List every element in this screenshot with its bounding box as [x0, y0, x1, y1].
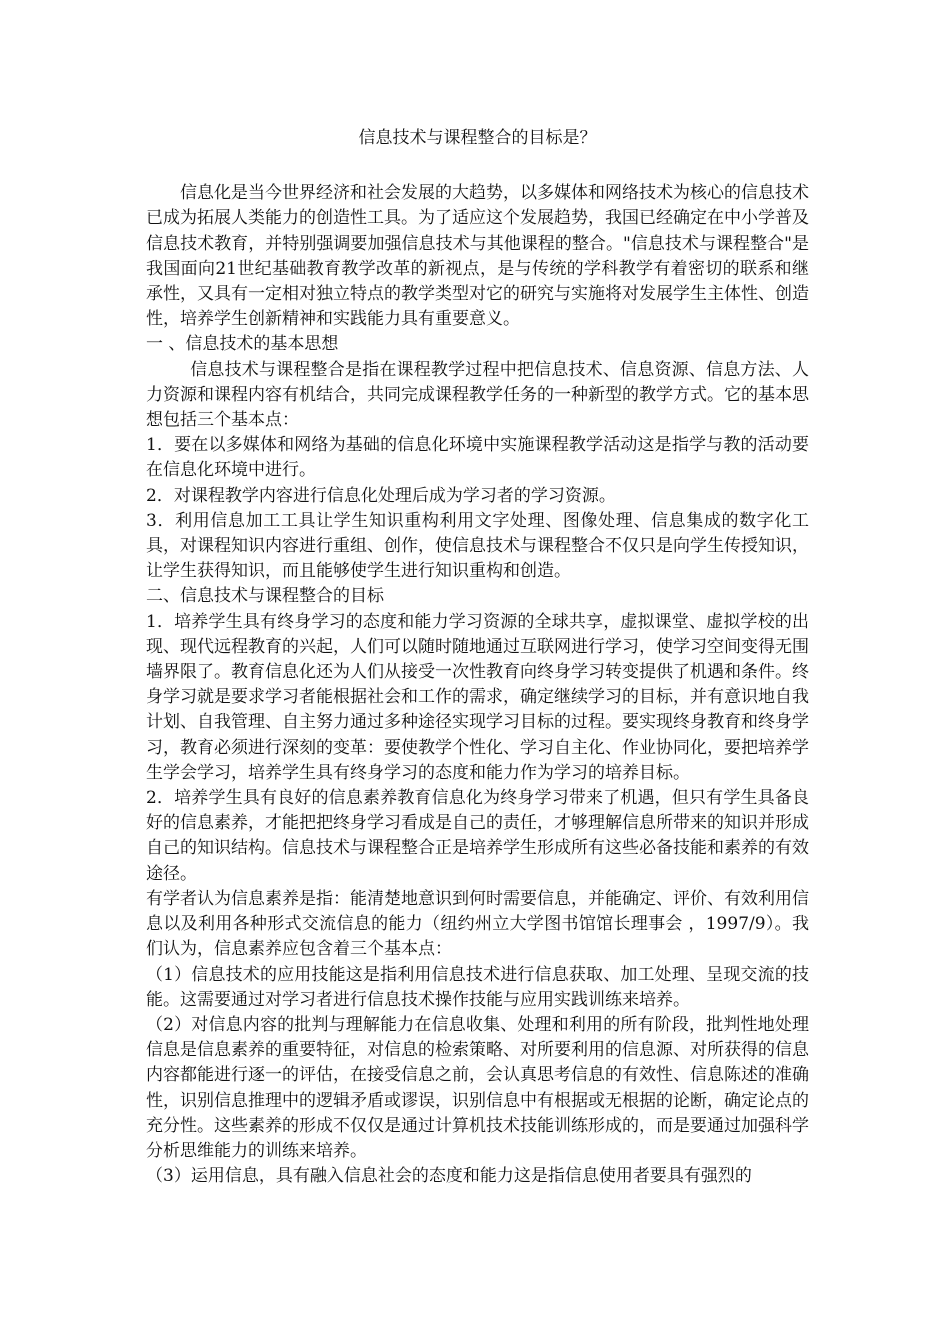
list-item: （3）运用信息，具有融入信息社会的态度和能力这是指信息使用者要具有强烈的: [146, 1166, 752, 1187]
list-item: 1．要在以多媒体和网络为基础的信息化环境中实施课程教学活动这是指学与教的活动要在信息化环境中进行。: [146, 435, 809, 481]
list-item: 3．利用信息加工工具让学生知识重构利用文字处理、图像处理、信息集成的数字化工具，对课程知识内容进行重组、创作，使信息技术与课程整合不仅只是向学生传授知识，让学生获得知识，而且能够使学生进行知识重构和创造。: [146, 510, 809, 582]
intro-paragraph: 信息化是当今世界经济和社会发展的大趋势，以多媒体和网络技术为核心的信息技术已成为拓展人类能力的创造性工具。为了适应这个发展趋势，我国已经确定在中小学普及信息技术教育，并特别强调要加强信息技术与其他课程的整合。"信息技术与课程整合"是我国面向21世纪基础教育教学改革的新视点，是与传统的学科教学有着密切的联系和继承性，又具有一定相对独立特点的教学类型对它的研究与实施将对发展学生主体性、创造性，培养学生创新精神和实践能力具有重要意义。: [146, 183, 809, 330]
list-item: （1）信息技术的应用技能这是指利用信息技术进行信息获取、加工处理、呈现交流的技能。这需要通过对学习者进行信息技术操作技能与应用实践训练来培养。: [146, 964, 809, 1010]
list-item: 2．培养学生具有良好的信息素养教育信息化为终身学习带来了机遇，但只有学生具备良好的信息素养，才能把把终身学习看成是自己的责任，才够理解信息所带来的知识并形成自己的知识结构。信息技术与课程整合正是培养学生形成所有这些必备技能和素养的有效途径。: [146, 788, 809, 884]
document-body: [146, 126, 809, 1189]
section-heading-1: 一 、信息技术的基本思想: [146, 334, 339, 355]
paragraph: 信息技术与课程整合是指在课程教学过程中把信息技术、信息资源、信息方法、人力资源和课程内容有机结合，共同完成课程教学任务的一种新型的教学方式。它的基本思想包括三个基本点：: [146, 359, 809, 431]
list-item: （2）对信息内容的批判与理解能力在信息收集、处理和利用的所有阶段，批判性地处理信息是信息素养的重要特征，对信息的检索策略、对所要利用的信息源、对所获得的信息内容都能进行逐一的评估，在接受信息之前，会认真思考信息的有效性、信息陈述的准确性，识别信息推理中的逻辑矛盾或谬误，识别信息中有根据或无根据的论断，确定论点的充分性。这些素养的形成不仅仅是通过计算机技术技能训练形成的，而是要通过加强科学分析思维能力的训练来培养。: [146, 1014, 809, 1161]
list-item: 2．对课程教学内容进行信息化处理后成为学习者的学习资源。: [146, 485, 616, 506]
list-item: 1．培养学生具有终身学习的态度和能力学习资源的全球共享，虚拟课堂、虚拟学校的出现、现代远程教育的兴起，人们可以随时随地通过互联网进行学习，使学习空间变得无围墙界限了。教育信息化还为人们从接受一次性教育向终身学习转变提供了机遇和条件。终身学习就是要求学习者能根据社会和工作的需求，确定继续学习的目标，并有意识地自我计划、自我管理、自主努力通过多种途径实现学习目标的过程。要实现终身教育和终身学习，教育必须进行深刻的变革：要使教学个性化、学习自主化、作业协同化，要把培养学生学会学习，培养学生具有终身学习的态度和能力作为学习的培养目标。: [146, 611, 809, 783]
paragraph: 有学者认为信息素养是指：能清楚地意识到何时需要信息，并能确定、评价、有效利用信息以及利用各种形式交流信息的能力（纽约州立大学图书馆馆长理事会 ，1997/9）。我们认为，信息素养应包含着三个基本点：: [146, 888, 809, 960]
document-title: 信息技术与课程整合的目标是？: [358, 128, 597, 148]
section-heading-2: 二、信息技术与课程整合的目标: [146, 586, 384, 607]
